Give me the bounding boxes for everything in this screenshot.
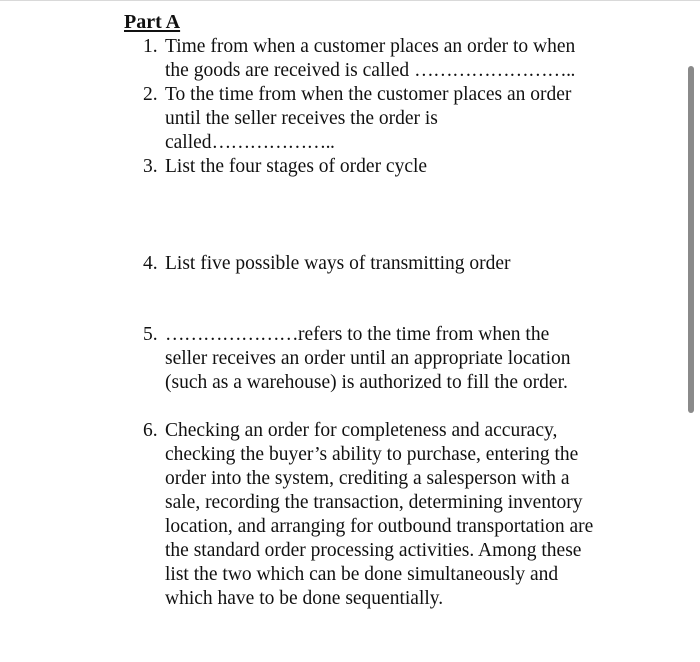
section-heading: Part A [124,11,181,33]
question-line: order into the system, crediting a salesperson with a [165,468,570,489]
question-text [165,252,623,276]
question-number: 4. [143,253,158,274]
question-line: sale, recording the transaction, determining inventory [165,492,583,513]
vertical-scrollbar[interactable] [688,66,694,413]
question-line: List five possible ways of transmitting order [165,253,511,274]
question-line: Checking an order for completeness and accuracy, [165,420,558,441]
question-line [165,323,623,347]
question-line: which have to be done sequentially. [165,588,444,609]
question-text [165,419,623,611]
question-5 [143,323,623,395]
question-text [165,323,623,395]
question-number: 6. [143,420,158,441]
question-number: 5. [143,324,158,345]
question-2 [143,83,623,155]
question-line-text: called [165,132,212,153]
question-line: location, and arranging for outbound transportation are [165,516,594,537]
question-text [165,155,623,179]
question-1 [143,35,623,83]
answer-blank: ………………… [165,324,298,345]
question-3 [143,155,623,179]
question-line: (such as a warehouse) is authorized to fill the order. [165,372,568,393]
question-line [165,59,623,83]
question-line: until the seller receives the order is [165,108,438,129]
question-text [165,35,623,83]
question-4 [143,252,623,276]
question-number: 3. [143,156,158,177]
question-line: checking the buyer’s ability to purchase, entering the [165,444,579,465]
question-6 [143,419,623,611]
question-number: 2. [143,84,158,105]
answer-blank: …………………….. [414,60,575,81]
question-text [165,83,623,155]
question-line: list the two which can be done simultaneously and [165,564,559,585]
question-line: List the four stages of order cycle [165,156,428,177]
question-line-text: refers to the time from when the [298,324,550,345]
question-line: seller receives an order until an appropriate location [165,348,571,369]
question-line: To the time from when the customer places an order [165,84,572,105]
question-line-text: the goods are received is called [165,60,415,81]
answer-blank: ……………….. [211,132,335,153]
question-line: the standard order processing activities. Among these [165,540,582,561]
question-line: Time from when a customer places an order to when [165,36,576,57]
question-number: 1. [143,36,158,57]
question-line [165,131,623,155]
